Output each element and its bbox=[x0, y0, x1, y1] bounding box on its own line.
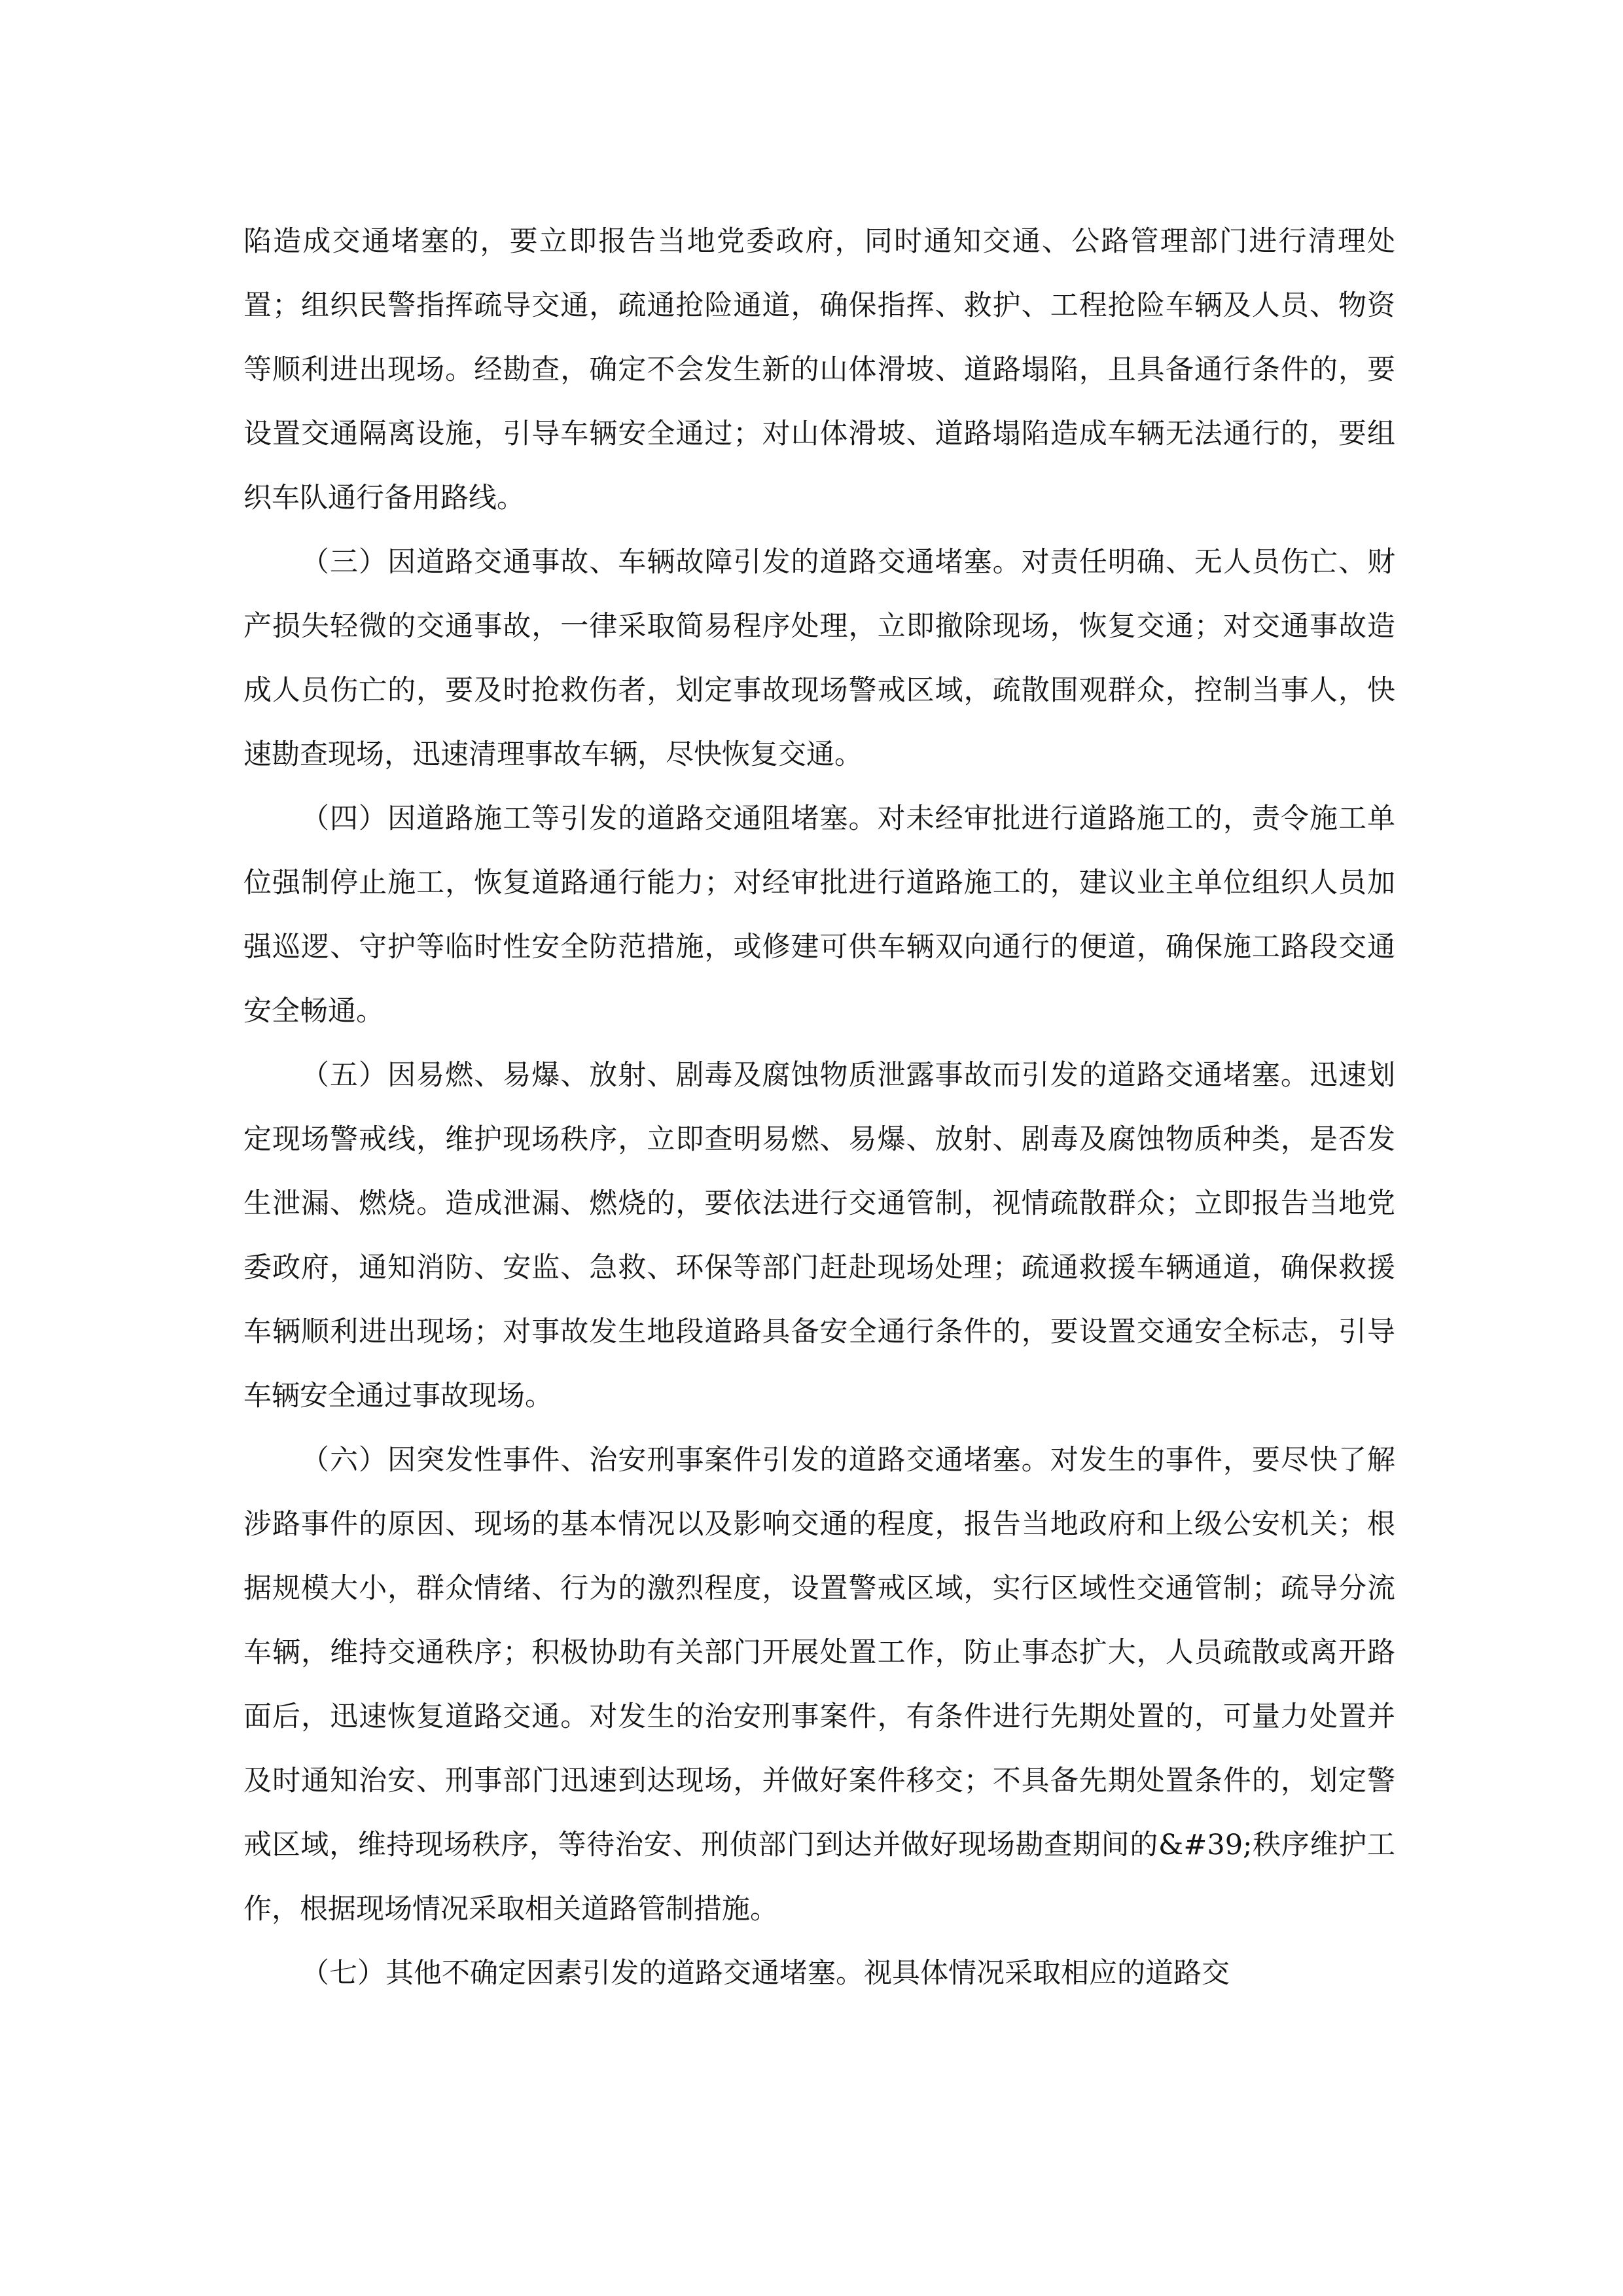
paragraph-section-5-hazardous: （五）因易燃、易爆、放射、剧毒及腐蚀物质泄露事故而引发的道路交通堵塞。迅速划定现场警戒线，维护现场秩序，立即查明易燃、易爆、放射、剧毒及腐蚀物质种类，是否发生泄漏、燃烧。造成泄漏、燃烧的，要依法进行交通管制，视情疏散群众；立即报告当地党委政府，通知消防、安监、急救、环保等部门赶赴现场处理；疏通救援车辆通道，确保救援车辆顺利进出现场；对事故发生地段道路具备安全通行条件的，要设置交通安全标志，引导车辆安全通过事故现场。 bbox=[243, 1059, 1395, 1412]
paragraph-section-7-other: （七）其他不确定因素引发的道路交通堵塞。视具体情况采取相应的道路交 bbox=[301, 1957, 1230, 1990]
document-body bbox=[243, 209, 1395, 2005]
paragraph-section-4-construction: （四）因道路施工等引发的道路交通阻堵塞。对未经审批进行道路施工的，责令施工单位强制停止施工，恢复道路通行能力；对经审批进行道路施工的，建议业主单位组织人员加强巡逻、守护等临时性安全防范措施，或修建可供车辆双向通行的便道，确保施工路段交通安全畅通。 bbox=[243, 802, 1395, 1028]
paragraph-continued-landslide: 陷造成交通堵塞的，要立即报告当地党委政府，同时通知交通、公路管理部门进行清理处置；组织民警指挥疏导交通，疏通抢险通道，确保指挥、救护、工程抢险车辆及人员、物资等顺利进出现场。经勘查，确定不会发生新的山体滑坡、道路塌陷，且具备通行条件的，要设置交通隔离设施，引导车辆安全通过；对山体滑坡、道路塌陷造成车辆无法通行的，要组织车队通行备用路线。 bbox=[243, 225, 1395, 514]
paragraph-section-6-incident: （六）因突发性事件、治安刑事案件引发的道路交通堵塞。对发生的事件，要尽快了解涉路事件的原因、现场的基本情况以及影响交通的程度，报告当地政府和上级公安机关；根据规模大小，群众情绪、行为的激烈程度，设置警戒区域，实行区域性交通管制；疏导分流车辆，维持交通秩序；积极协助有关部门开展处置工作，防止事态扩大，人员疏散或离开路面后，迅速恢复道路交通。对发生的治安刑事案件，有条件进行先期处置的，可量力处置并及时通知治安、刑事部门迅速到达现场，并做好案件移交；不具备先期处置条件的，划定警戒区域，维持现场秩序，等待治安、刑侦部门到达并做好现场勘查期间的&#39;秩序维护工作，根据现场情况采取相关道路管制措施。 bbox=[243, 1444, 1395, 1926]
paragraph-section-3-accident: （三）因道路交通事故、车辆故障引发的道路交通堵塞。对责任明确、无人员伤亡、财产损失轻微的交通事故，一律采取简易程序处理，立即撤除现场，恢复交通；对交通事故造成人员伤亡的，要及时抢救伤者，划定事故现场警戒区域，疏散围观群众，控制当事人，快速勘查现场，迅速清理事故车辆，尽快恢复交通。 bbox=[243, 546, 1395, 771]
